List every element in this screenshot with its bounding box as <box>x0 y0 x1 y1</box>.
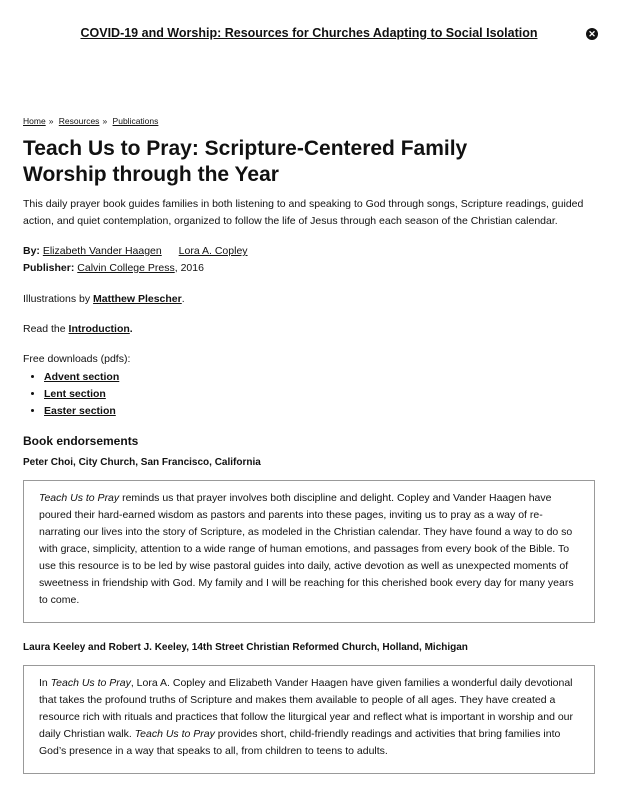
advent-section-link[interactable]: Advent section <box>44 371 120 383</box>
breadcrumb-separator: » <box>102 116 108 126</box>
quote-text: , Lora A. Copley and Elizabeth Vander Haagen have given families a wonderful daily devotional that takes the profound truths of Scripture and makes them available to people of all ages. They have created a resource rich with rituals and practices that follow the liturgical year and reflect what is important in worship and our daily Christian walk. <box>39 677 573 740</box>
breadcrumb-home[interactable]: Home <box>23 116 46 126</box>
main-content <box>23 116 595 774</box>
introduction-link[interactable]: Introduction <box>68 323 130 335</box>
page-description: This daily prayer book guides families in both listening to and speaking to God through songs, Scripture readings, guided action, and quiet contemplation, organized to follow the life of Jesus through each season of the Christian calendar. <box>23 198 584 227</box>
publication-year: , 2016 <box>174 262 204 274</box>
illustrations-suffix: . <box>181 293 185 305</box>
easter-section-link[interactable]: Easter section <box>44 405 116 417</box>
by-label: By: <box>23 245 40 257</box>
endorsement-quote <box>23 665 595 774</box>
introduction-line <box>23 321 595 337</box>
endorser-name: Peter Choi, City Church, San Francisco, California <box>23 457 261 468</box>
authors-row <box>23 243 595 260</box>
book-title-italic: Teach Us to Pray <box>134 728 215 740</box>
book-meta <box>23 243 595 277</box>
illustrations-prefix: Illustrations by <box>23 293 94 305</box>
intro-prefix: Read the <box>23 323 69 335</box>
endorsement-quote <box>23 480 595 623</box>
endorsements-heading: Book endorsements <box>23 434 139 448</box>
close-icon[interactable]: ✕ <box>586 28 598 40</box>
book-title-italic: Teach Us to Pray <box>50 677 131 689</box>
illustrations-line <box>23 291 595 307</box>
intro-suffix: . <box>129 323 133 335</box>
downloads-label: Free downloads (pdfs): <box>23 353 131 365</box>
quote-text: provides short, child-friendly readings and activities that bring families into God’s presence in a way that speaks to all, from children to teens to adults. <box>39 728 561 757</box>
lent-section-link[interactable]: Lent section <box>44 388 106 400</box>
covid-resources-link[interactable]: COVID-19 and Worship: Resources for Churches Adapting to Social Isolation <box>80 26 538 40</box>
publisher-label: Publisher: <box>23 262 75 274</box>
breadcrumb-publications[interactable]: Publications <box>112 116 159 126</box>
illustrator-link[interactable]: Matthew Plescher <box>93 293 182 305</box>
list-item <box>44 369 595 386</box>
author-link[interactable]: Lora A. Copley <box>178 245 248 257</box>
list-item <box>44 403 595 420</box>
publisher-row <box>23 260 595 277</box>
author-link[interactable]: Elizabeth Vander Haagen <box>42 245 162 257</box>
page-title: Teach Us to Pray: Scripture-Centered Family Worship through the Year <box>23 137 468 186</box>
announcement-banner <box>0 0 618 70</box>
quote-text: reminds us that prayer involves both discipline and delight. Copley and Vander Haagen have poured their hard-earned wisdom as pastors and parents into these pages, inviting us to pray as a way of re-narrating our lives into the story of Scripture, as modeled in the Christian calendar. They have found a way to do so with grace, simplicity, attention to a wide range of human emotions, and passages from every book of the Bible. To use this resource is to be led by wise pastoral guides into daily, active devotion as well as unexpected moments of sweetness in friendship with God. My family and I will be reaching for this cherished book every day for many years to come. <box>39 492 574 606</box>
list-item <box>44 386 595 403</box>
breadcrumb-resources[interactable]: Resources <box>58 116 100 126</box>
downloads-list <box>23 369 595 420</box>
breadcrumb-separator: » <box>48 116 54 126</box>
quote-lead-in: In <box>39 677 51 689</box>
breadcrumb <box>23 116 595 128</box>
book-title-italic: Teach Us to Pray <box>39 492 120 504</box>
publisher-link[interactable]: Calvin College Press <box>77 262 175 274</box>
endorser-name: Laura Keeley and Robert J. Keeley, 14th Street Christian Reformed Church, Holland, Michigan <box>23 642 468 653</box>
